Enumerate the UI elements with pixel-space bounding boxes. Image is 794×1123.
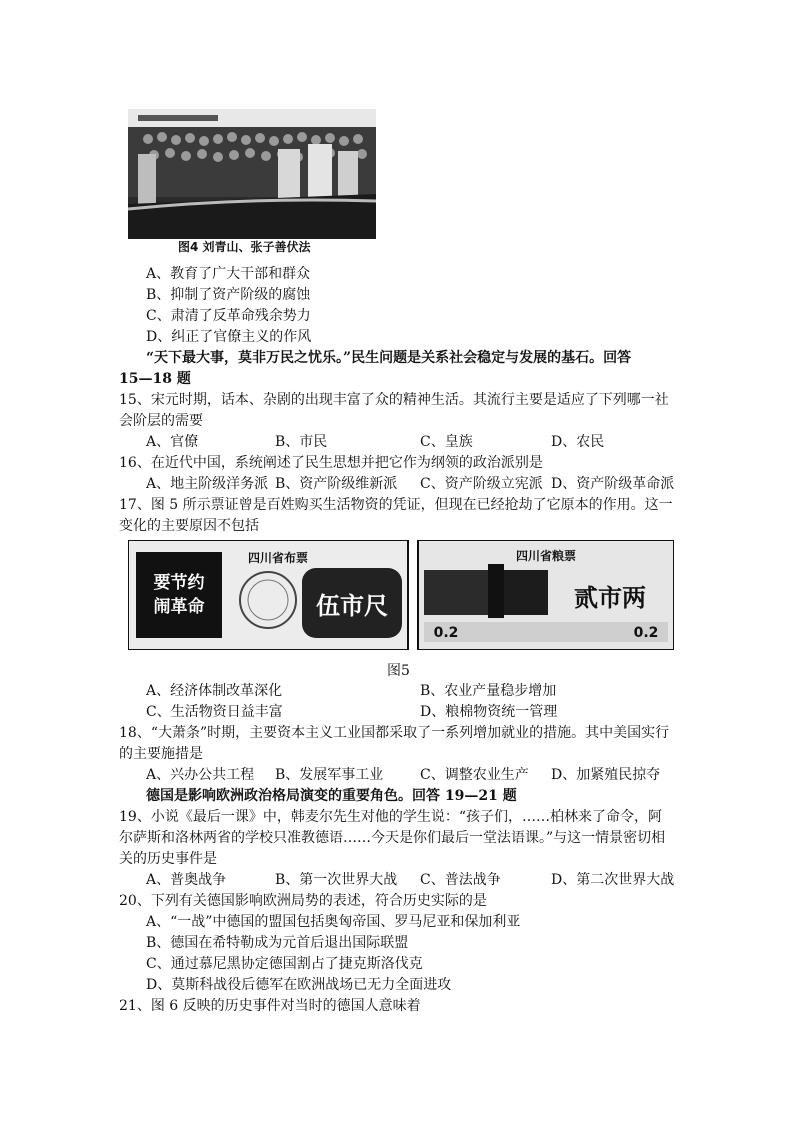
q16-stem: 16、在近代中国，系统阐述了民生思想并把它作为纲领的政治派别是 xyxy=(119,455,543,471)
ticket2-amount-left: 0.2 xyxy=(433,625,459,641)
section1-intro-line1: “天下最大事，莫非万民之忧乐。”民生问题是关系社会稳定与发展的基石。回答 xyxy=(146,350,632,366)
ticket2-amount-right: 0.2 xyxy=(633,625,659,641)
q18-stem-line2: 的主要施措是 xyxy=(119,746,203,762)
q20-stem: 20、下列有关德国影响欧洲局势的表述，符合历史实际的是 xyxy=(119,893,487,909)
q19-option-c: C、普法战争 xyxy=(420,872,501,888)
ticket1-slogan-line2: 闹革命 xyxy=(153,597,205,617)
q18-option-a: A、兴办公共工程 xyxy=(146,767,255,783)
q16-option-b: B、资产阶级维新派 xyxy=(275,476,398,492)
ticket2-header: 四川省粮票 xyxy=(515,549,577,563)
q17-option-c: C、生活物资日益丰富 xyxy=(146,704,283,720)
section2-intro: 德国是影响欧洲政治格局演变的重要角色。回答 19—21 题 xyxy=(146,788,517,804)
q17-stem-line2: 变化的主要原因不包括 xyxy=(119,518,259,534)
ticket2-value: 贰市两 xyxy=(574,583,646,612)
figure5-tickets xyxy=(128,540,674,650)
ration-tickets-image xyxy=(128,540,674,650)
q19-option-b: B、第一次世界大战 xyxy=(275,872,398,888)
q17-option-d: D、粮棉物资统一管理 xyxy=(420,704,558,720)
cloth-ticket xyxy=(128,540,408,650)
q14-option-b: B、抑制了资产阶级的腐蚀 xyxy=(146,287,311,303)
q20-option-a: A、“一战”中德国的盟国包括奥匈帝国、罗马尼亚和保加利亚 xyxy=(146,914,521,930)
q16-option-c: C、资产阶级立宪派 xyxy=(420,476,543,492)
q20-option-d: D、莫斯科战役后德军在欧洲战场已无力全面进攻 xyxy=(146,977,452,993)
q21-stem: 21、图 6 反映的历史事件对当时的德国人意味着 xyxy=(119,998,421,1014)
q17-option-b: B、农业产量稳步增加 xyxy=(420,683,557,699)
q17-stem-line1: 17、图 5 所示票证曾是百姓购买生活物资的凭证，但现在已经抢劫了它原本的作用。这一 xyxy=(119,497,673,513)
q14-option-c: C、肃清了反革命残余势力 xyxy=(146,308,311,324)
grain-ticket xyxy=(418,540,674,650)
q15-option-c: C、皇族 xyxy=(420,434,473,450)
q19-stem-line1: 19、小说《最后一课》中，韩麦尔先生对他的学生说：“孩子们，……柏林来了命令，阿 xyxy=(119,809,662,825)
q15-option-b: B、市民 xyxy=(275,434,328,450)
section1-intro-line2: 15—18 题 xyxy=(119,371,191,387)
figure4-photo xyxy=(128,109,376,239)
ticket1-value: 伍市尺 xyxy=(316,591,388,620)
q19-option-a: A、普奥战争 xyxy=(146,872,227,888)
q19-option-d: D、第二次世界大战 xyxy=(551,872,675,888)
q17-option-a: A、经济体制改革深化 xyxy=(146,683,283,699)
q18-option-b: B、发展军事工业 xyxy=(275,767,384,783)
q15-option-d: D、农民 xyxy=(551,434,605,450)
q18-option-c: C、调整农业生产 xyxy=(420,767,529,783)
q14-option-a: A、教育了广大干部和群众 xyxy=(146,266,311,282)
q20-option-b: B、德国在希特勒成为元首后退出国际联盟 xyxy=(146,935,409,951)
figure5-label: 图5 xyxy=(387,663,410,679)
q20-option-c: C、通过慕尼黑协定德国割占了捷克斯洛伐克 xyxy=(146,956,423,972)
q18-option-d: D、加紧殖民掠夺 xyxy=(551,767,661,783)
ticket1-header: 四川省布票 xyxy=(247,551,309,565)
q18-stem-line1: 18、“大萧条”时期，主要资本主义工业国都采取了一系列增加就业的措施。其中美国实行 xyxy=(119,725,670,741)
q19-stem-line2: 尔萨斯和洛林两省的学校只准教德语……今天是你们最后一堂法语课。”与这一情景密切相 xyxy=(119,830,666,846)
q15-stem-line1: 15、宋元时期，话本、杂剧的出现丰富了众的精神生活。其流行主要是适应了下列哪一社 xyxy=(119,392,669,408)
q14-option-d: D、纠正了官僚主义的作风 xyxy=(146,329,312,345)
q16-option-d: D、资产阶级革命派 xyxy=(551,476,675,492)
q19-stem-line3: 关的历史事件是 xyxy=(119,851,217,867)
crowd-photo-image xyxy=(128,109,376,239)
q16-option-a: A、地主阶级洋务派 xyxy=(146,476,269,492)
q15-stem-line2: 会阶层的需要 xyxy=(119,413,203,429)
ticket1-slogan-line1: 要节约 xyxy=(153,573,205,593)
figure4-caption: 图4 刘青山、张子善伏法 xyxy=(178,240,311,254)
q15-option-a: A、官僚 xyxy=(146,434,199,450)
